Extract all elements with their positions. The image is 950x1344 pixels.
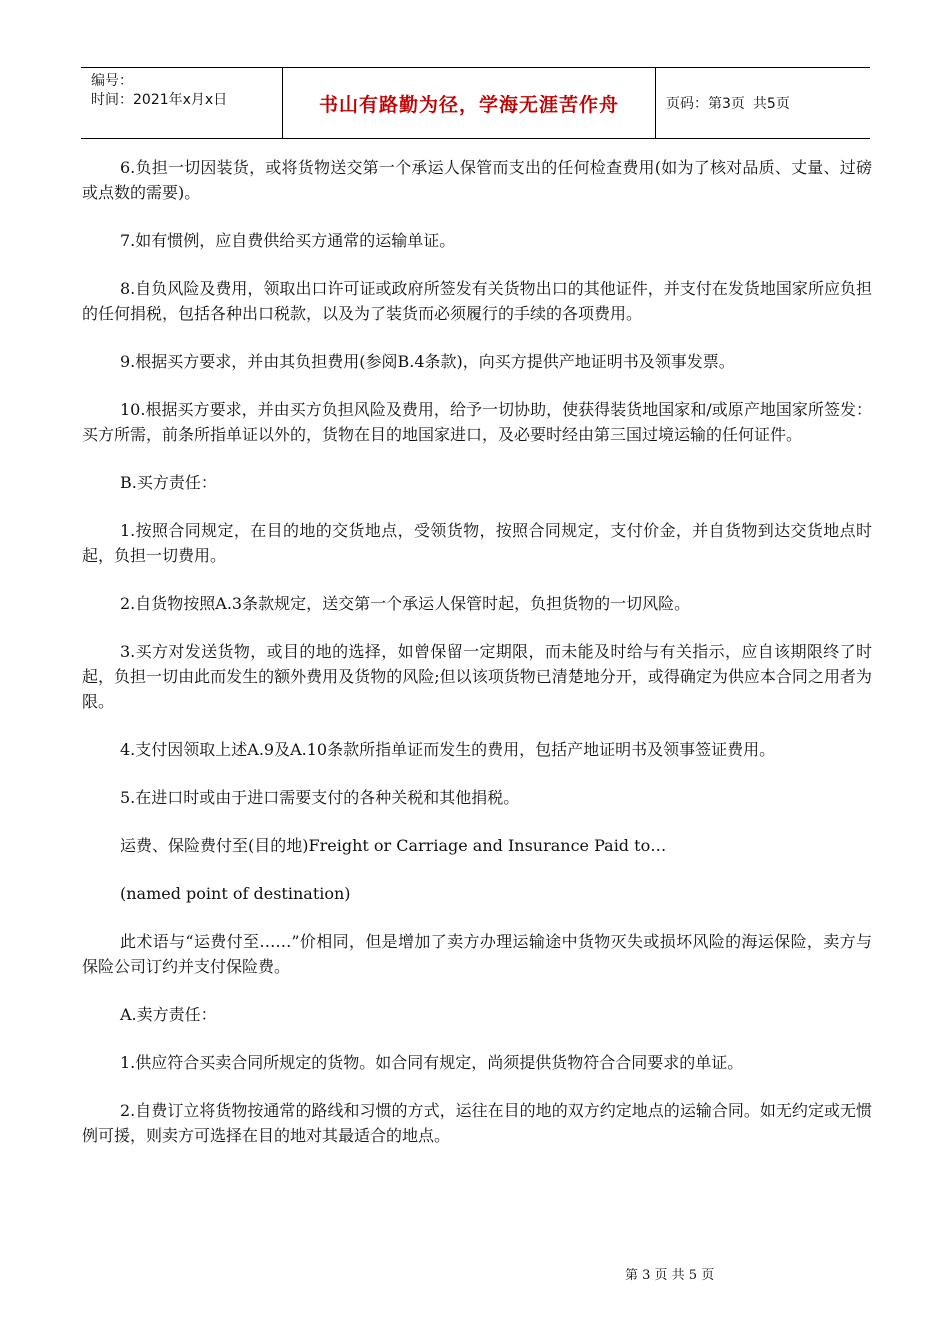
paragraph: 10.根据买方要求，并由买方负担风险及费用，给予一切协助，使获得装货地国家和/或原产地国家所签发：买方所需，前条所指单证以外的，货物在目的地国家进口，及必要时经由第三国过境运输的任何证件。	[82, 400, 872, 444]
paragraph: 4.支付因领取上述A.9及A.10条款所指单证而发生的费用，包括产地证明书及领事签证费用。	[120, 740, 776, 759]
header-page-info	[656, 68, 870, 138]
header-meta	[81, 68, 283, 138]
paragraph: 5.在进口时或由于进口需要支付的各种关税和其他捐税。	[120, 788, 520, 807]
document-number-label: 编号：	[91, 73, 133, 89]
paragraph: 1.供应符合买卖合同所规定的货物。如合同有规定，尚须提供货物符合合同要求的单证。	[120, 1053, 744, 1072]
document-date-label: 时间：2021年x月x日	[91, 92, 228, 108]
paragraph: 9.根据买方要求，并由其负担费用(参阅B.4条款)，向买方提供产地证明书及领事发票。	[120, 352, 735, 371]
section-heading: A.卖方责任：	[120, 1005, 217, 1024]
document-body	[82, 155, 872, 1171]
paragraph: 此术语与“运费付至……”价相同，但是增加了卖方办理运输途中货物灭失或损坏风险的海运保险，卖方与保险公司订约并支付保险费。	[82, 932, 872, 976]
footer-page-number: 第 3 页 共 5 页	[625, 1268, 715, 1283]
term-subtitle: (named point of destination)	[120, 884, 351, 903]
term-title: 运费、保险费付至(目的地)Freight or Carriage and Insurance Paid to…	[120, 836, 667, 855]
paragraph: 1.按照合同规定，在目的地的交货地点，受领货物，按照合同规定，支付价金，并自货物到达交货地点时起，负担一切费用。	[82, 521, 872, 565]
header-page-number: 页码：第3页	[666, 96, 745, 112]
section-heading: B.买方责任：	[120, 473, 217, 492]
header-motto: 书山有路勤为径，学海无涯苦作舟	[283, 68, 656, 138]
paragraph: 3.买方对发送货物，或目的地的选择，如曾保留一定期限，而未能及时给与有关指示，应自该期限终了时起，负担一切由此而发生的额外费用及货物的风险;但以该项货物已清楚地分开，或得确定为供应本合同之用者为限。	[82, 642, 872, 711]
paragraph: 2.自费订立将货物按通常的路线和习惯的方式，运往在目的地的双方约定地点的运输合同。如无约定或无惯例可援，则卖方可选择在目的地对其最适合的地点。	[82, 1101, 872, 1145]
header-page-total: 共5页	[752, 96, 790, 112]
paragraph: 2.自货物按照A.3条款规定，送交第一个承运人保管时起，负担货物的一切风险。	[120, 594, 691, 613]
paragraph: 7.如有惯例，应自费供给买方通常的运输单证。	[120, 231, 456, 250]
paragraph: 6.负担一切因装货，或将货物送交第一个承运人保管而支出的任何检查费用(如为了核对品质、丈量、过磅或点数的需要)。	[82, 158, 872, 202]
document-header	[81, 67, 870, 139]
paragraph: 8.自负风险及费用，领取出口许可证或政府所签发有关货物出口的其他证件，并支付在发货地国家所应负担的任何捐税，包括各种出口税款，以及为了装货而必须履行的手续的各项费用。	[82, 279, 872, 323]
